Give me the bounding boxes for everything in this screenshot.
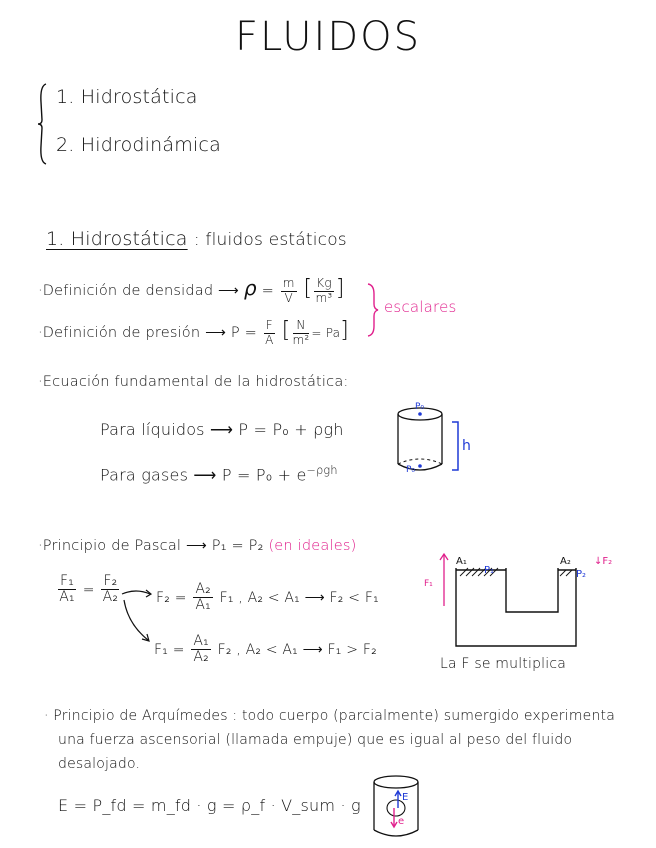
archimedes-equation: E = P_fd = m_fd · g = ρ_f · V_sum · g [58,796,361,815]
equals-sign: = [261,283,274,299]
pressure-unit-num: N [293,319,310,333]
archimedes-principle [44,704,615,776]
buoyancy-e-label: E [402,792,409,803]
pascal-note: (en ideales) [268,538,357,554]
bracket-open: [ [281,318,291,343]
bracket-close: ] [340,318,349,343]
pressure-denominator: A [265,332,274,347]
case2-num: A₁ [193,633,209,649]
rho-symbol: ρ [243,276,257,300]
page-title: FLUIDOS [234,14,422,60]
liquids-equation: Para líquidos ⟶ P = P₀ + ρgh [100,420,344,439]
press-caption: La F se multiplica [440,656,567,672]
cylinder-top-label: P₀ [415,402,425,412]
density-unit-num: Kg [316,276,332,291]
density-definition [38,276,345,305]
case1-lhs: F₂ = [156,589,187,606]
case1-num: A₂ [195,581,211,597]
archimedes-line: · Principio de Arquímedes : todo cuerpo (parcialmente) sumergido experimenta [44,708,616,724]
section-title: 1. Hidrostática [46,228,188,250]
cylinder-diagram [388,400,478,480]
density-fraction [281,277,297,304]
ratio-right [101,574,119,606]
archimedes-line: una fuerza ascensorial (llamada empuje) que es igual al peso del fluido [58,732,573,748]
pascal-principle [38,538,356,554]
bracket-close: ] [335,276,345,301]
toc-brace [36,82,50,166]
case1-fraction [193,582,213,614]
pressure-fraction [264,319,275,346]
area-a2-label: A₂ [560,556,571,567]
gases-base: Para gases ⟶ P = P₀ + e [100,465,307,485]
ratio-a2: A₂ [102,589,119,606]
pascal-ratio [56,574,121,606]
scalars-label: escalares [384,298,457,316]
pressure-label: ·Definición de presión ⟶ [38,325,227,341]
case1-den: A₁ [195,597,211,614]
branch-arrows [118,584,158,648]
case2-fraction [191,634,211,666]
ratio-f2: F₂ [103,573,118,589]
force-f1-label: F₁ [424,579,433,589]
toc-item-hidrodinamica: 2. Hidrodinámica [56,134,221,156]
density-unit [314,277,333,304]
case2-den: A₂ [193,649,209,666]
area-a1-label: A₁ [456,556,467,567]
pascal-case-1 [156,582,379,614]
cylinder-bottom-label: P₀ [406,465,416,475]
archimedes-line: desalojado. [58,756,141,772]
gases-equation [100,464,338,484]
case2-lhs: F₁ = [154,641,185,658]
pressure-p2-label: P₂ [576,569,587,580]
case1-tail: F₁ , A₂ < A₁ ⟶ F₂ < F₁ [219,589,379,606]
weight-label: e [398,816,405,827]
pascal-unit: = Pa [311,326,341,340]
pressure-definition [38,318,349,347]
scalars-brace [366,282,380,338]
density-label: ·Definición de densidad ⟶ [38,283,240,299]
height-label: h [462,438,471,454]
ratio-f1: F₁ [60,573,75,589]
equals-sign: = [82,581,95,598]
pressure-unit-den: m² [292,332,310,347]
toc-item-hidrostatica: 1. Hidrostática [56,86,198,108]
section-subtitle: : fluidos estáticos [193,230,347,250]
density-unit-den: m³ [315,290,333,305]
density-numerator: m [282,276,295,291]
case2-tail: F₂ , A₂ < A₁ ⟶ F₁ > F₂ [217,641,377,658]
ratio-a1: A₁ [59,589,75,606]
pressure-symbol: P = [230,325,257,341]
pascal-label: ·Principio de Pascal ⟶ P₁ = P₂ [38,538,264,554]
fundamental-equation-heading: ·Ecuación fundamental de la hidrostática: [38,374,349,390]
density-denominator: V [284,290,293,305]
force-f2-label: ↓F₂ [594,556,613,567]
pascal-case-2 [154,634,377,666]
bracket-open: [ [303,276,313,301]
pressure-p1-label: P₁ [484,565,495,576]
buoyancy-cylinder [364,772,434,842]
ratio-left [58,574,76,606]
section-heading [46,228,347,250]
gases-exponent: −ρgh [306,464,338,477]
hydraulic-press-diagram [410,546,626,656]
pressure-unit [293,319,310,346]
pressure-numerator: F [265,318,273,333]
